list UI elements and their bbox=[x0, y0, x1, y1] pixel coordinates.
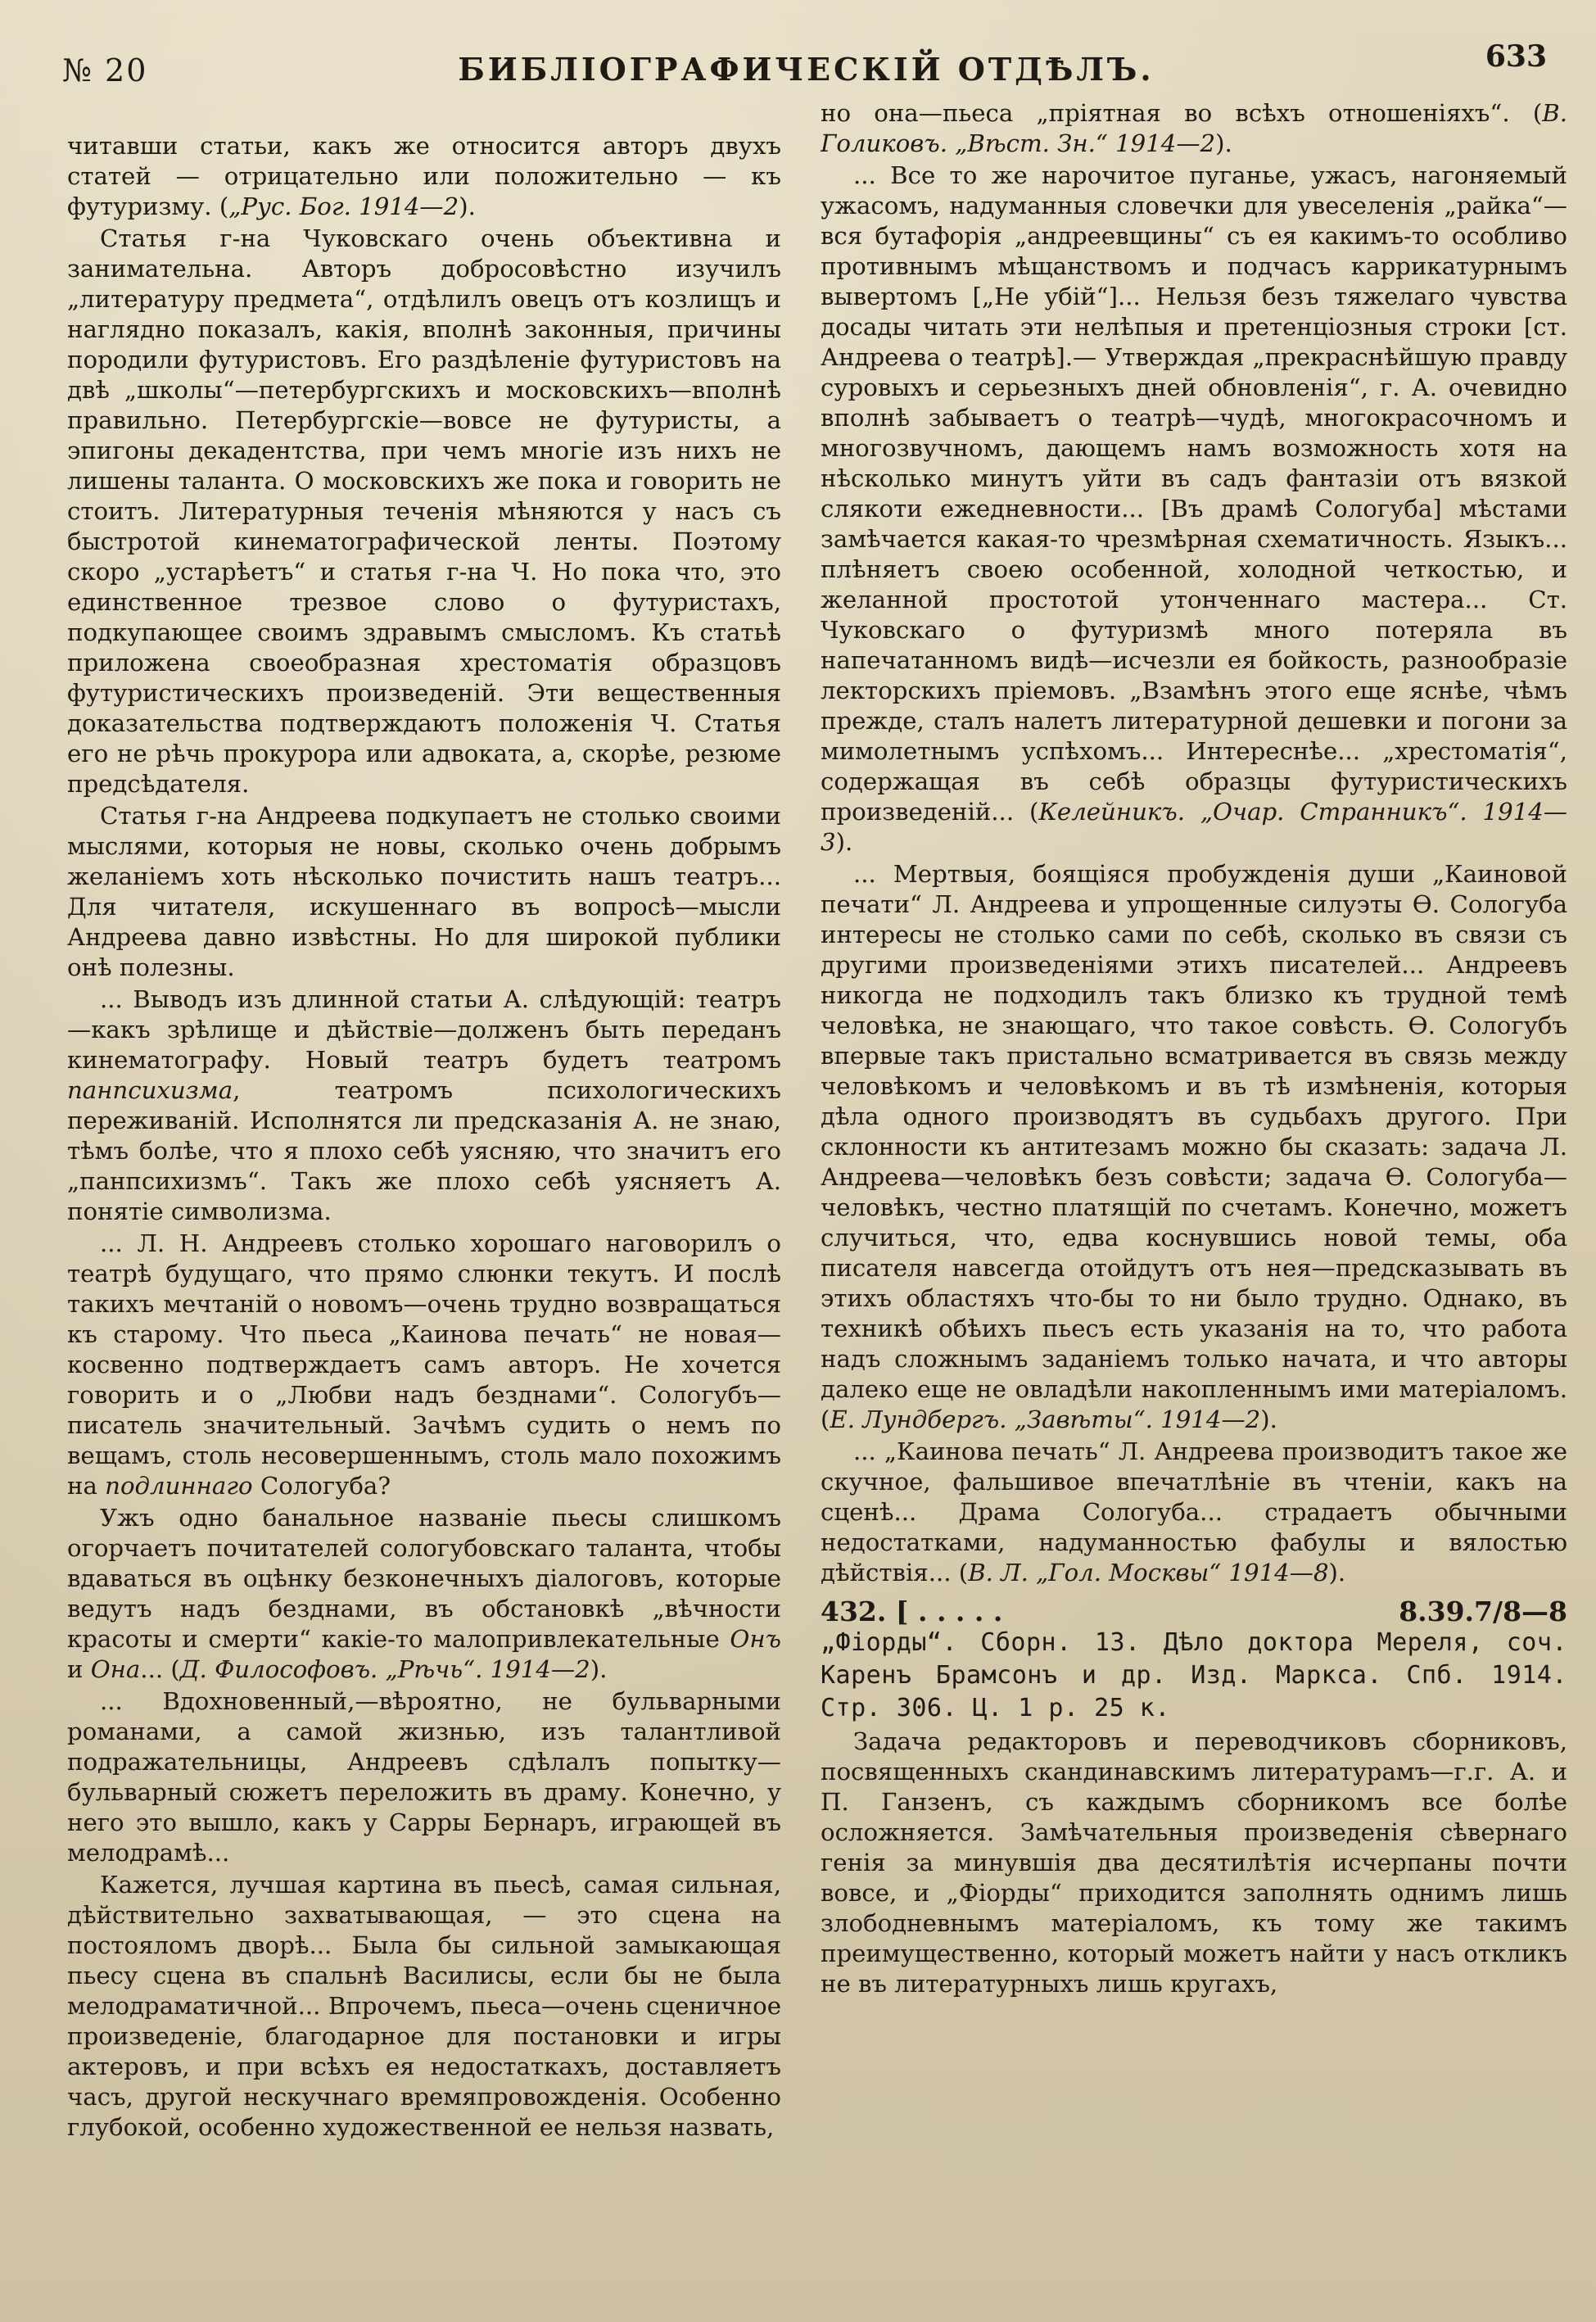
page-number: 633 bbox=[1485, 39, 1547, 74]
paragraph: Кажется, лучшая картина въ пьесѣ, самая сильная, дѣйствительно захватывающая, — это сцена на постояломъ дворѣ... Была бы сильной замыкающая пьесу сцена въ спальнѣ Василисы, если бы не была мелодраматичной... Впрочемъ, пьеса—очень сценичное произведеніе, благодарное для постановки и игры актеровъ, и при всѣхъ ея недостаткахъ, доставляетъ часъ, другой нескучнаго времяпровожденія. Особенно глубокой, особенно художественной ее нельзя назвать, bbox=[67, 1871, 781, 2141]
bibliographic-entry-header bbox=[821, 1596, 1567, 1627]
paragraph: ... Мертвыя, боящіяся пробужденія души „Каиновой печати“ Л. Андреева и упрощенные силуэты Ѳ. Сологуба интересы не столько сами по себѣ, сколько въ связи съ другими произведеніями этихъ писателей... Андреевъ никогда не подходилъ такъ близко къ трудной темѣ человѣка, не знающаго, что такое совѣсть. Ѳ. Сологубъ впервые такъ пристально всматривается въ связь между человѣкомъ и человѣкомъ и въ тѣ измѣненія, которыя дѣла одного производятъ въ судьбахъ другого. При склонности къ антитезамъ можно бы сказать: задача Л. Андреева—человѣкъ безъ совѣсти; задача Ѳ. Сологуба—человѣкъ, честно платящій по счетамъ. Конечно, можетъ случиться, что, едва коснувшись новой темы, оба писателя навсегда отойдутъ отъ нея—предсказывать въ этихъ областяхъ что-бы то ни было трудно. Однако, въ техникѣ обѣихъ пьесъ есть указанія на то, что работа надъ сложнымъ заданіемъ только начата, и что авторы далеко еще не овладѣли накопленнымъ ими матеріаломъ. (Е. Лундбергъ. „Завѣты“. 1914—2). bbox=[821, 860, 1567, 1433]
right-column bbox=[821, 98, 1567, 2289]
entry-classification: 8.39.7/8—8 bbox=[1399, 1596, 1567, 1627]
bibliographic-entry: „Фіорды“. Сборн. 13. Дѣло доктора Мереля, соч. Каренъ Брамсонъ и др. Изд. Маркса. Спб. 1914. Стр. 306. Ц. 1 р. 25 к. bbox=[821, 1628, 1567, 1722]
paragraph: ... „Каинова печать“ Л. Андреева производитъ такое же скучное, фальшивое впечатлѣніе въ чтеніи, какъ на сценѣ... Драма Сологуба... страдаетъ обычными недостатками, надуманностью фабулы и вялостью дѣйствія... (В. Л. „Гол. Москвы“ 1914—8). bbox=[821, 1437, 1567, 1586]
paragraph: ... Все то же нарочитое пуганье, ужасъ, нагоняемый ужасомъ, надуманныя словечки для увеселенія „райка“—вся бутафорія „андреевщины“ съ ея какимъ-то особливо противнымъ мѣщанствомъ и подчасъ каррикатурнымъ вывертомъ [„Не убій“]... Нельзя безъ тяжелаго чувства досады читать эти нелѣпыя и претенціозныя строки [ст. Андреева о театрѣ].— Утверждая „прекраснѣйшую правду суровыхъ и серьезныхъ дней обновленія“, г. А. очевидно вполнѣ забываетъ о театрѣ—чудѣ, многокрасочномъ и многозвучномъ, дающемъ намъ возможность хотя на нѣсколько минутъ уйти въ садъ фантазіи отъ вязкой слякоти ежедневности... [Въ драмѣ Сологуба] мѣстами замѣчается какая-то чрезмѣрная схематичность. Языкъ... плѣняетъ своею особенной, холодной четкостью, и желанной простотой утонченнаго мастера... Ст. Чуковскаго о футуризмѣ много потеряла въ напечатанномъ видѣ—исчезли ея бойкость, разнообразіе лекторскихъ пріемовъ. „Взамѣнъ этого еще яснѣе, чѣмъ прежде, сталъ налетъ литературной дешевки и погони за мимолетнымъ успѣхомъ... Интереснѣе... „хрестоматія“, содержащая въ себѣ образцы футуристическихъ произведеній... (Келейникъ. „Очар. Странникъ“. 1914—3). bbox=[821, 161, 1567, 856]
section-title: БИБЛІОГРАФИЧЕСКІЙ ОТДѢЛЪ. bbox=[458, 51, 1155, 88]
paragraph: ... Выводъ изъ длинной статьи А. слѣдующій: театръ—какъ зрѣлище и дѣйствіе—долженъ быть переданъ кинематографу. Новый театръ будетъ театромъ панпсихизма, театромъ психологическихъ переживаній. Исполнятся ли предсказанія А. не знаю, тѣмъ болѣе, что я плохо себѣ уясняю, что значитъ его „панпсихизмъ“. Такъ же плохо себѣ уясняетъ А. понятіе символизма. bbox=[67, 985, 781, 1225]
left-column bbox=[67, 131, 781, 2289]
entry-number: 432. [ . . . . . bbox=[821, 1596, 1003, 1627]
issue-number: № 20 bbox=[62, 52, 148, 88]
paragraph: ... Вдохновенный,—вѣроятно, не бульварными романами, а самой жизнью, изъ талантливой подражательницы, Андреевъ сдѣлалъ попытку—бульварный сюжетъ переложить въ драму. Конечно, у него это вышло, какъ у Сарры Бернаръ, играющей въ мелодрамѣ... bbox=[67, 1687, 781, 1867]
paragraph: ... Л. Н. Андреевъ столько хорошаго наговорилъ о театрѣ будущаго, что прямо слюнки текутъ. И послѣ такихъ мечтаній о новомъ—очень трудно возвращаться къ старому. Что пьеса „Каинова печать“ не новая—косвенно подтверждаетъ самъ авторъ. Не хочется говорить и о „Любви надъ безднами“. Сологубъ—писатель значительный. Зачѣмъ судить о немъ по вещамъ, столь несовершеннымъ, столь мало похожимъ на подлиннаго Сологуба? bbox=[67, 1229, 781, 1500]
paragraph: читавши статьи, какъ же относится авторъ двухъ статей — отрицательно или положительно — къ футуризму. („Рус. Бог. 1914—2). bbox=[67, 132, 781, 220]
entry-review: Задача редакторовъ и переводчиковъ сборниковъ, посвященныхъ скандинавскимъ литературамъ—г.г. А. и П. Ганзенъ, съ каждымъ сборникомъ все болѣе осложняется. Замѣчательныя произведенія сѣвернаго генія за минувшія два десятилѣтія исчерпаны почти вовсе, и „Фіорды“ приходится заполнять однимъ лишь злободневнымъ матеріаломъ, къ тому же такимъ преимущественно, который можетъ найти у насъ откликъ не въ литературныхъ лишь кругахъ, bbox=[821, 1727, 1567, 1998]
paragraph: Ужъ одно банальное названіе пьесы слишкомъ огорчаетъ почитателей сологубовскаго таланта, чтобы вдаваться въ оцѣнку безконечныхъ діалоговъ, которые ведутъ надъ безднами, въ обстановкѣ „вѣчности красоты и смерти“ какіе-то малопривлекательные Онъ и Она... (Д. Философовъ. „Рѣчь“. 1914—2). bbox=[67, 1504, 781, 1683]
running-header bbox=[57, 39, 1555, 88]
paragraph: но она—пьеса „пріятная во всѣхъ отношеніяхъ“. (В. Голиковъ. „Вѣст. Зн.“ 1914—2). bbox=[821, 99, 1567, 157]
paragraph: Статья г-на Андреева подкупаетъ не столько своими мыслями, которыя не новы, сколько очень добрымъ желаніемъ хоть нѣсколько почистить нашъ театръ... Для читателя, искушеннаго въ вопросѣ—мысли Андреева давно извѣстны. Но для широкой публики онѣ полезны. bbox=[67, 802, 781, 981]
paragraph: Статья г-на Чуковскаго очень объективна и занимательна. Авторъ добросовѣстно изучилъ „литературу предмета“, отдѣлилъ овецъ отъ козлищъ и наглядно показалъ, какія, вполнѣ законныя, причины породили футуристовъ. Его раздѣленіе футуристовъ на двѣ „школы“—петербургскихъ и московскихъ—вполнѣ правильно. Петербургскіе—вовсе не футуристы, а эпигоны декадентства, при чемъ многіе изъ нихъ не лишены таланта. О московскихъ же пока и говорить не стоитъ. Литературныя теченія мѣняются у насъ съ быстротой кинематографической ленты. Поэтому скоро „устарѣетъ“ и статья г-на Ч. Но пока что, это единственное трезвое слово о футуристахъ, подкупающее своимъ здравымъ смысломъ. Къ статьѣ приложена своеобразная хрестоматія образцовъ футуристическихъ произведеній. Эти вещественныя доказательства подтверждаютъ положенія Ч. Статья его не рѣчь прокурора или адвоката, а, скорѣе, резюме предсѣдателя. bbox=[67, 224, 781, 798]
